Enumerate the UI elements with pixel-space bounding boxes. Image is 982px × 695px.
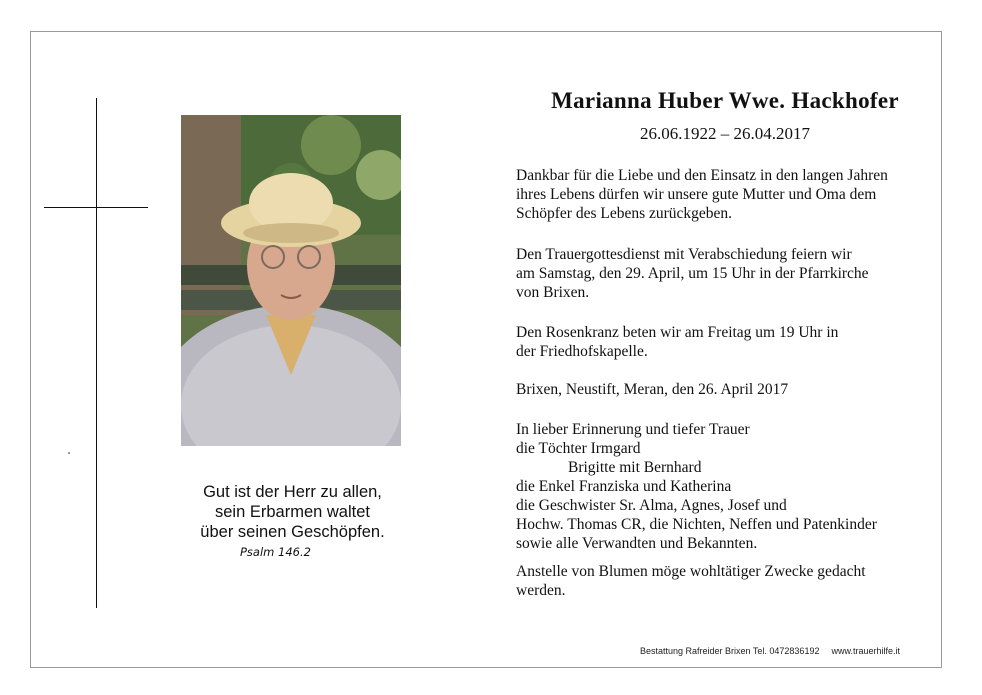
text-line: Den Trauergottesdienst mit Verabschiedung feiern wir [516,246,852,263]
footer-url: www.trauerhilfe.it [831,646,900,656]
text-line: Hochw. Thomas CR, die Nichten, Neffen und Patenkinder [516,516,877,533]
portrait-photo [181,115,401,446]
psalm-verse [165,482,420,542]
life-dates: 26.06.1922 – 26.04.2017 [640,124,810,143]
verse-line: über seinen Geschöpfen. [200,523,385,541]
deceased-name: Marianna Huber Wwe. Hackhofer [551,88,899,113]
text-line: sowie alle Verwandten und Bekannten. [516,535,758,552]
text-line: Brigitte mit Bernhard [568,459,702,476]
gratitude-paragraph [516,166,888,223]
place-date-line [516,380,788,399]
text-line: ihres Lebens dürfen wir unsere gute Mutter und Oma dem [516,186,877,203]
cross-icon-bar [44,207,148,208]
text-line: die Enkel Franziska und Katherina [516,478,732,495]
funeral-service-paragraph [516,245,869,302]
text-line: die Geschwister Sr. Alma, Agnes, Josef und [516,497,787,514]
text-line: die Töchter Irmgard [516,440,641,457]
rosary-paragraph [516,323,838,361]
verse-line: sein Erbarmen waltet [215,503,370,521]
text-line: Den Rosenkranz beten wir am Freitag um 19 Uhr in [516,324,839,341]
funeral-home-info: Bestattung Rafreider Brixen Tel. 0472836192 [640,646,820,656]
text-line: werden. [516,582,566,599]
text-line: am Samstag, den 29. April, um 15 Uhr in der Pfarrkirche [516,265,869,282]
paper-speck [68,452,70,454]
text-line: der Friedhofskapelle. [516,343,648,360]
verse-line: Gut ist der Herr zu allen, [203,483,382,501]
text-line: Dankbar für die Liebe und den Einsatz in den langen Jahren [516,167,888,184]
footer [640,646,900,656]
closing-paragraph [516,562,866,600]
text-line: Brixen, Neustift, Meran, den 26. April 2017 [516,381,789,398]
text-line: von Brixen. [516,284,590,301]
text-line: Schöpfer des Lebens zurückgeben. [516,205,733,222]
psalm-reference: Psalm 146.2 [240,545,311,559]
cross-icon [96,98,97,608]
text-line: In lieber Erinnerung und tiefer Trauer [516,421,750,438]
text-line: Anstelle von Blumen möge wohltätiger Zwecke gedacht [516,563,866,580]
mourners-list [516,420,877,553]
